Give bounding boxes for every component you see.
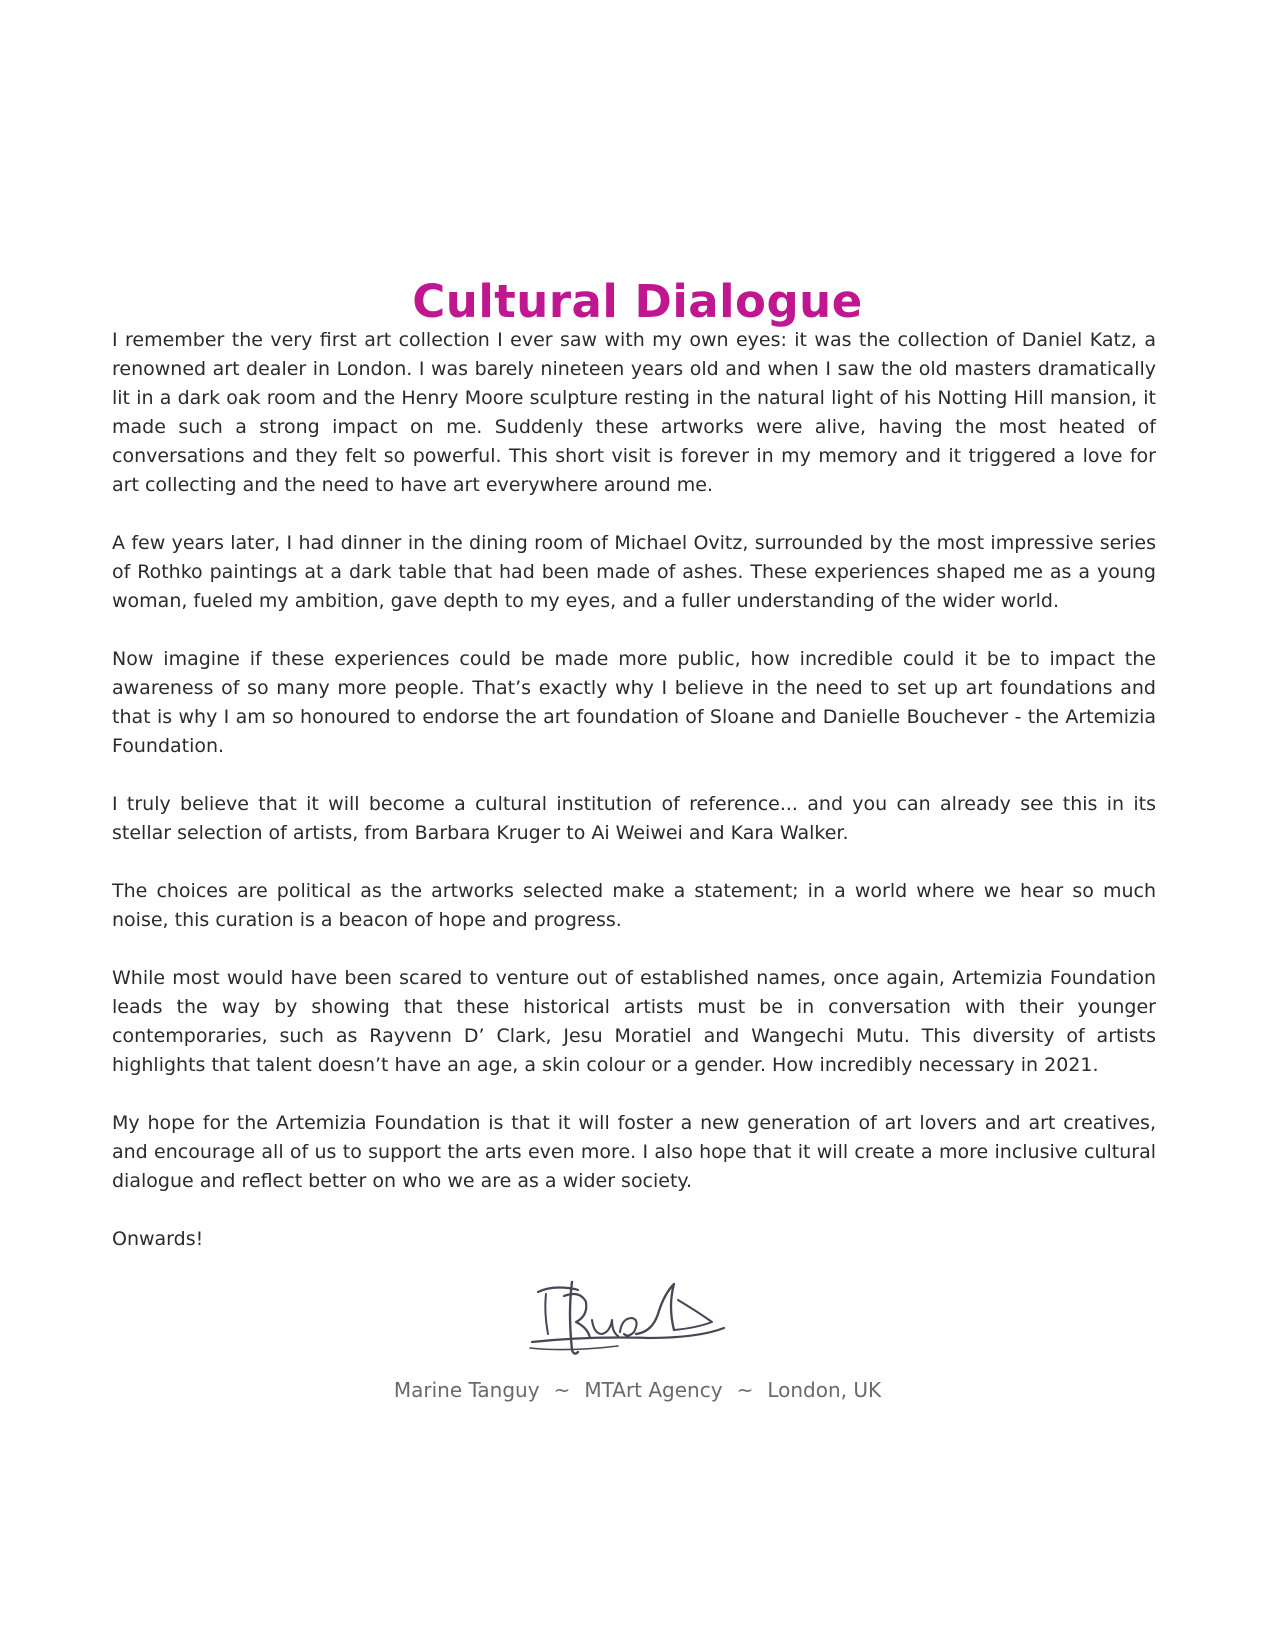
handwritten-signature	[528, 1272, 738, 1362]
location: London, UK	[767, 1378, 882, 1402]
page-title: Cultural Dialogue	[412, 275, 863, 329]
paragraph-5: The choices are political as the artworks selected make a statement; in a world where we hear so much noise, this curation is a beacon of hope and progress.	[112, 880, 1156, 931]
paragraph-3: Now imagine if these experiences could be made more public, how incredible could it be to impact the awareness of so many more people. That’s exactly why I believe in the need to set up art foundations and that is why I am so honoured to endorse the art foundation of Sloane and Danielle Bouchever - the Artemizia Foundation.	[112, 648, 1156, 757]
footer-separator: ~	[736, 1378, 754, 1402]
paragraph-7: My hope for the Artemizia Foundation is that it will foster a new generation of art lovers and art creatives, and encourage all of us to support the arts even more. I also hope that it will create a more inclusive cultural dialogue and reflect better on who we are as a wider society.	[112, 1112, 1156, 1192]
author-name: Marine Tanguy	[393, 1378, 540, 1402]
paragraph-2: A few years later, I had dinner in the dining room of Michael Ovitz, surrounded by the most impressive series of Rothko paintings at a dark table that had been made of ashes. These experiences shaped me as a young woman, fueled my ambition, gave depth to my eyes, and a fuller understanding of the wider world.	[112, 532, 1156, 612]
letter-body	[112, 326, 1156, 1254]
paragraph-1: I remember the very first art collection I ever saw with my own eyes: it was the collection of Daniel Katz, a renowned art dealer in London. I was barely nineteen years old and when I saw the old masters dramatically lit in a dark oak room and the Henry Moore sculpture resting in the natural light of his Notting Hill mansion, it made such a strong impact on me. Suddenly these artworks were alive, having the most heated of conversations and they felt so powerful. This short visit is forever in my memory and it triggered a love for art collecting and the need to have art everywhere around me.	[112, 329, 1156, 496]
signature-footer	[0, 1376, 1275, 1404]
closing-line: Onwards!	[112, 1228, 204, 1250]
organization-name: MTArt Agency	[584, 1378, 723, 1402]
paragraph-4: I truly believe that it will become a cultural institution of reference... and you can already see this in its stellar selection of artists, from Barbara Kruger to Ai Weiwei and Kara Walker.	[112, 793, 1156, 844]
paragraph-6: While most would have been scared to venture out of established names, once again, Artemizia Foundation leads the way by showing that these historical artists must be in conversation with their younger contemporaries, such as Rayvenn D’ Clark, Jesu Moratiel and Wangechi Mutu. This diversity of artists highlights that talent doesn’t have an age, a skin colour or a gender. How incredibly necessary in 2021.	[112, 967, 1156, 1076]
footer-separator: ~	[553, 1378, 571, 1402]
